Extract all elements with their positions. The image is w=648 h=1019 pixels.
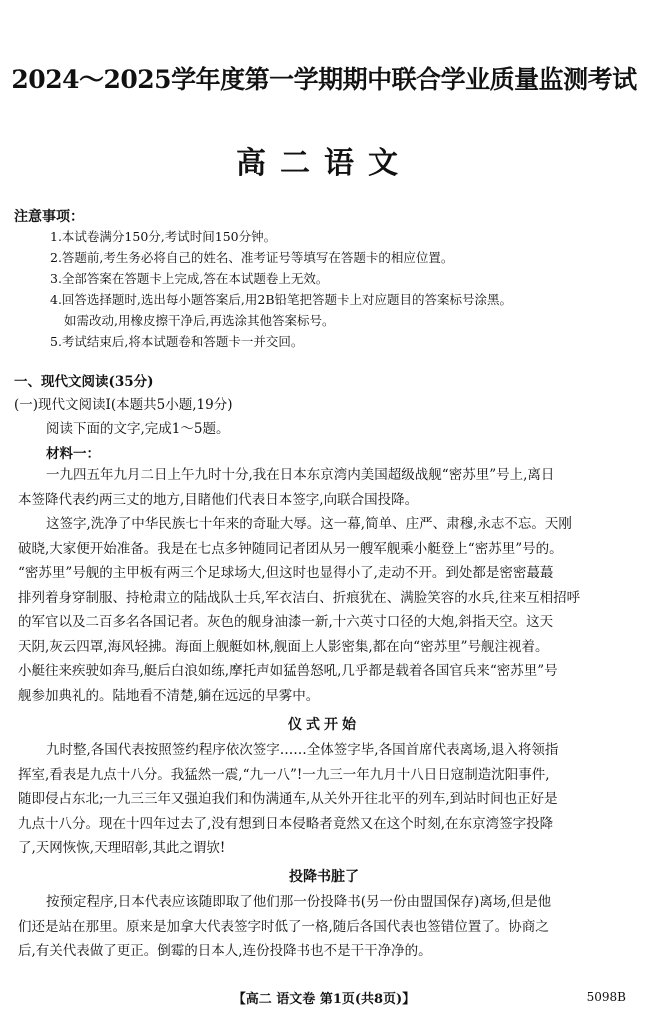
passage-subheading-surrender-document: 投降书脏了 — [289, 869, 359, 885]
passage-line: 随即侵占东北;一九三三年又强迫我们和伪满通车,从关外开往北平的列车,到站时间也正好是 — [18, 791, 558, 807]
passage-line: 小艇往来疾驶如奔马,艇后白浪如练,摩托声如猛兽怒吼,几乎都是载着各国官兵来“密苏里”号 — [18, 663, 558, 679]
passage-paragraph-2 — [18, 512, 630, 708]
section-heading: 一、现代文阅读(35分) — [14, 374, 154, 390]
passage-paragraph-1 — [18, 463, 630, 512]
passage-line: 一九四五年九月二日上午九时十分,我在日本东京湾内美国超级战舰“密苏里”号上,离日 — [46, 467, 555, 483]
passage-line: 后,有关代表做了更正。倒霉的日本人,连份投降书也不是干干净净的。 — [18, 943, 432, 959]
material-label: 材料一： — [46, 446, 100, 462]
subsection-heading: (一)现代文阅读Ⅰ(本题共5小题,19分) — [14, 397, 233, 413]
passage-subheading-ceremony: 仪式开始 — [288, 717, 360, 733]
passage-line: “密苏里”号舰的主甲板有两三个足球场大,但这时也显得小了,走动不开。到处都是密密蕞蕞 — [18, 565, 554, 581]
passage-line: 舰参加典礼的。陆地看不清楚,躺在远远的早雾中。 — [18, 687, 320, 704]
reading-instruction: 阅读下面的文字,完成1～5题。 — [46, 421, 230, 437]
notice-item: 2.答题前,考生务必将自己的姓名、准考证号等填写在答题卡的相应位置。 — [50, 250, 454, 265]
passage-line: 了,天网恢恢,天理昭彰,其此之谓欤! — [18, 840, 226, 856]
passage-line: 天阴,灰云四罩,海风轻拂。海面上舰艇如林,舰面上人影密集,都在向“密苏里”号舰注视着。 — [18, 638, 549, 655]
exam-title: 2024～2025学年度第一学期期中联合学业质量监测考试 — [11, 65, 637, 94]
notice-item: 5.考试结束后,将本试题卷和答题卡一并交回。 — [50, 334, 304, 349]
notice-item-continuation: 如需改动,用橡皮擦干净后,再选涂其他答案标号。 — [64, 313, 335, 328]
passage-paragraph-3 — [18, 738, 630, 861]
passage-line: 们还是站在那里。原来是加拿大代表签字时低了一格,随后各国代表也签错位置了。协商之 — [18, 918, 549, 935]
page-footer: 【高二 语文卷 第1页(共8页)】 — [232, 992, 416, 1007]
passage-line: 本签降代表约两三丈的地方,目睹他们代表日本签字,向联合国投降。 — [18, 491, 419, 508]
notice-item: 3.全部答案在答题卡上完成,答在本试题卷上无效。 — [50, 271, 329, 286]
passage-line: 的军官以及二百多名各国记者。灰色的舰身油漆一新,十六英寸口径的大炮,斜指天空。这天 — [18, 614, 554, 630]
notice-item: 4.回答选择题时,选出每小题答案后,用2B铅笔把答题卡上对应题目的答案标号涂黑。 — [50, 292, 513, 307]
subject-title: 高二语文 — [236, 146, 412, 181]
passage-line: 九时整,各国代表按照签约程序依次签字……全体签字毕,各国首席代表离场,退入将领指 — [46, 742, 559, 758]
notice-item: 1.本试卷满分150分,考试时间150分钟。 — [50, 229, 277, 244]
paper-code: 5098B — [586, 990, 626, 1004]
passage-line: 九点十八分。现在十四年过去了,没有想到日本侵略者竟然又在这个时刻,在东京湾签字投降 — [18, 815, 554, 832]
passage-line: 这签字,洗净了中华民族七十年来的奇耻大辱。这一幕,简单、庄严、肃穆,永志不忘。天刚 — [46, 516, 572, 532]
passage-line: 挥室,看表是九点十八分。我猛然一震,“九一八”!一九三一年九月十八日日寇制造沈阳事件, — [18, 766, 550, 783]
notice-heading: 注意事项： — [14, 209, 84, 225]
passage-paragraph-4 — [18, 890, 630, 964]
passage-line: 破晓,大家便开始准备。我是在七点多钟随同记者团从另一艘军舰乘小艇登上“密苏里”号的。 — [18, 540, 563, 557]
passage-line: 排列着身穿制服、持枪肃立的陆战队士兵,军衣洁白、折痕犹在、满脸笑容的水兵,往来互相招呼 — [18, 589, 581, 606]
notice-list — [50, 226, 640, 352]
passage-line: 按预定程序,日本代表应该随即取了他们那一份投降书(另一份由盟国保存)离场,但是他 — [46, 894, 552, 910]
